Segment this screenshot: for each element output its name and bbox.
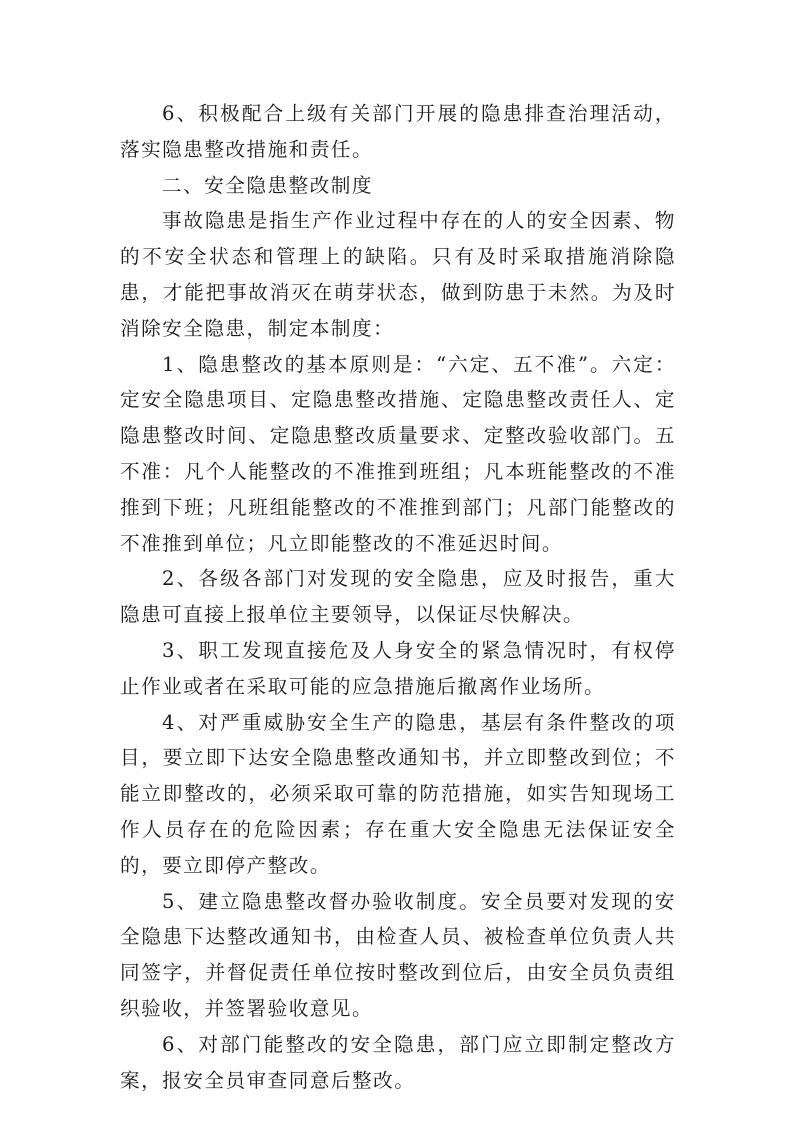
- paragraph-intro-hazard-definition: 事故隐患是指生产作业过程中存在的人的安全因素、物的不安全状态和管理上的缺陷。只有及时采取措施消除隐患，才能把事故消灭在萌芽状态，做到防患于未然。为及时消除安全隐患，制定本制度：: [120, 209, 676, 340]
- paragraph-item-1-principles: 1、隐患整改的基本原则是：“六定、五不准”。六定：定安全隐患项目、定隐患整改措施、定隐患整改责任人、定隐患整改时间、定隐患整改质量要求、定整改验收部门。五不准：凡个人能整改的不准推到班组；凡本班能整改的不准推到下班；凡班组能整改的不准推到部门；凡部门能整改的不准推到单位；凡立即能整改的不准延迟时间。: [120, 352, 676, 555]
- paragraph-item-5-supervision: 5、建立隐患整改督办验收制度。安全员要对发现的安全隐患下达整改通知书，由检查人员、被检查单位负责人共同签字，并督促责任单位按时整改到位后，由安全员负责组织验收，并签署验收意见。: [120, 889, 676, 1020]
- section-heading-hazard-rectification: 二、安全隐患整改制度: [162, 173, 373, 197]
- paragraph-item-3-emergency-stop: 3、职工发现直接危及人身安全的紧急情况时，有权停止作业或者在采取可能的应急措施后撤离作业场所。: [120, 638, 676, 698]
- paragraph-item-4-serious-hazards: 4、对严重威胁安全生产的隐患，基层有条件整改的项目，要立即下达安全隐患整改通知书，并立即整改到位；不能立即整改的，必须采取可靠的防范措施，如实告知现场工作人员存在的危险因素；存在重大安全隐患无法保证安全的，要立即停产整改。: [120, 710, 676, 877]
- paragraph-item-6-department-plan: 6、对部门能整改的安全隐患，部门应立即制定整改方案，报安全员审查同意后整改。: [120, 1032, 676, 1092]
- paragraph-item-6-cooperate: 6、积极配合上级有关部门开展的隐患排查治理活动，落实隐患整改措施和责任。: [120, 102, 676, 161]
- document-page: [120, 96, 676, 1098]
- paragraph-item-2-reporting: 2、各级各部门对发现的安全隐患，应及时报告，重大隐患可直接上报单位主要领导，以保证尽快解决。: [120, 567, 676, 627]
